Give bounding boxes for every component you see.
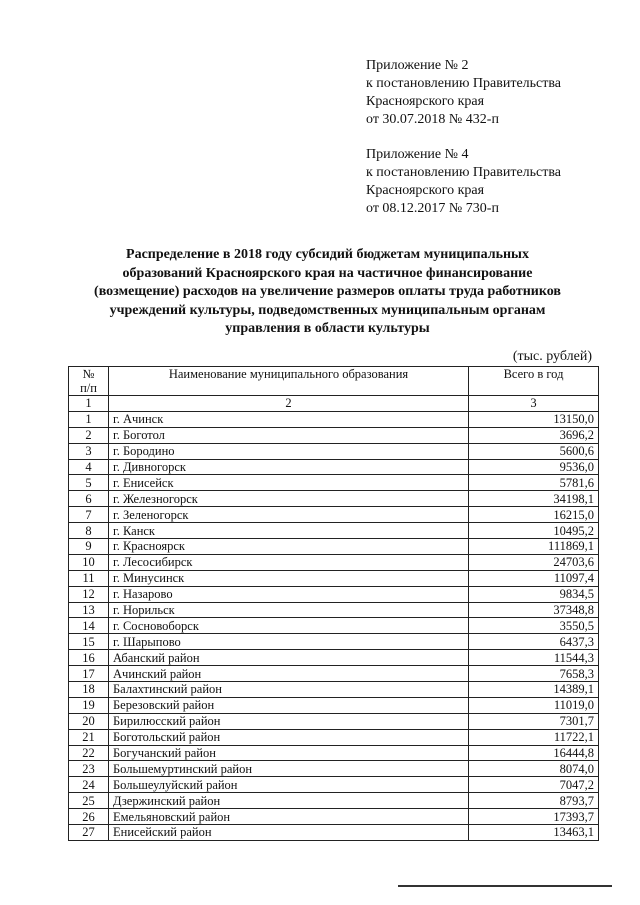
annual-total: 14389,1 bbox=[469, 682, 599, 698]
table-row bbox=[69, 523, 599, 539]
row-number: 22 bbox=[69, 745, 109, 761]
row-number: 3 bbox=[69, 443, 109, 459]
row-number: 5 bbox=[69, 475, 109, 491]
table-row bbox=[69, 427, 599, 443]
column-index: 1 bbox=[69, 396, 109, 412]
units-label: (тыс. рублей) bbox=[512, 349, 592, 364]
appendix-title: Приложение № 2 bbox=[366, 58, 469, 73]
title-line: Распределение в 2018 году субсидий бюджетам муниципальных bbox=[126, 247, 529, 262]
table-row bbox=[69, 491, 599, 507]
table-row bbox=[69, 666, 599, 682]
municipality-name: Большеулуйский район bbox=[109, 777, 469, 793]
annual-total: 17393,7 bbox=[469, 809, 599, 825]
municipality-name: г. Красноярск bbox=[109, 539, 469, 555]
annual-total: 8793,7 bbox=[469, 793, 599, 809]
municipality-name: Емельяновский район bbox=[109, 809, 469, 825]
municipality-name: Балахтинский район bbox=[109, 682, 469, 698]
row-number: 18 bbox=[69, 682, 109, 698]
title-line: образований Красноярского края на частичное финансирование bbox=[122, 265, 533, 281]
row-number: 24 bbox=[69, 777, 109, 793]
municipality-name: г. Ачинск bbox=[109, 411, 469, 427]
annual-total: 11019,0 bbox=[469, 697, 599, 713]
municipality-name: г. Назарово bbox=[109, 586, 469, 602]
table-row bbox=[69, 618, 599, 634]
header-total: Всего в год bbox=[469, 367, 599, 396]
municipality-name: г. Дивногорск bbox=[109, 459, 469, 475]
table-row bbox=[69, 507, 599, 523]
row-number: 14 bbox=[69, 618, 109, 634]
header-number-abbr: п/п bbox=[80, 381, 97, 395]
table-row bbox=[69, 809, 599, 825]
municipality-name: Дзержинский район bbox=[109, 793, 469, 809]
row-number: 8 bbox=[69, 523, 109, 539]
row-number: 10 bbox=[69, 554, 109, 570]
subsidy-table bbox=[68, 366, 599, 841]
appendix-region: Красноярского края bbox=[366, 94, 485, 109]
appendix-resolution-ref: к постановлению Правительства bbox=[366, 165, 562, 180]
annual-total: 16444,8 bbox=[469, 745, 599, 761]
row-number: 4 bbox=[69, 459, 109, 475]
municipality-name: Боготольский район bbox=[109, 729, 469, 745]
annual-total: 10495,2 bbox=[469, 523, 599, 539]
annual-total: 16215,0 bbox=[469, 507, 599, 523]
table-row bbox=[69, 539, 599, 555]
table-row bbox=[69, 697, 599, 713]
row-number: 7 bbox=[69, 507, 109, 523]
row-number: 16 bbox=[69, 650, 109, 666]
table-row bbox=[69, 586, 599, 602]
table-row bbox=[69, 602, 599, 618]
annual-total: 24703,6 bbox=[469, 554, 599, 570]
row-number: 6 bbox=[69, 491, 109, 507]
municipality-name: Березовский район bbox=[109, 697, 469, 713]
annual-total: 11722,1 bbox=[469, 729, 599, 745]
municipality-name: г. Канск bbox=[109, 523, 469, 539]
title-line: (возмещение) расходов на увеличение размеров оплаты труда работников bbox=[94, 284, 561, 299]
table-row bbox=[69, 650, 599, 666]
bottom-divider bbox=[398, 885, 612, 887]
municipality-name: г. Боготол bbox=[109, 427, 469, 443]
table-row bbox=[69, 411, 599, 427]
appendix-resolution-ref: к постановлению Правительства bbox=[366, 76, 562, 91]
municipality-name: Ачинский район bbox=[109, 666, 469, 682]
municipality-name: г. Шарыпово bbox=[109, 634, 469, 650]
table-row bbox=[69, 682, 599, 698]
row-number: 17 bbox=[69, 666, 109, 682]
municipality-name: Богучанский район bbox=[109, 745, 469, 761]
annual-total: 11097,4 bbox=[469, 570, 599, 586]
table-row bbox=[69, 443, 599, 459]
table-row bbox=[69, 475, 599, 491]
table-header-row bbox=[69, 367, 599, 396]
header-number bbox=[69, 367, 109, 396]
municipality-name: г. Минусинск bbox=[109, 570, 469, 586]
annual-total: 5600,6 bbox=[469, 443, 599, 459]
annual-total: 7301,7 bbox=[469, 713, 599, 729]
municipality-name: г. Норильск bbox=[109, 602, 469, 618]
municipality-name: Бирилюсский район bbox=[109, 713, 469, 729]
annual-total: 9536,0 bbox=[469, 459, 599, 475]
row-number: 9 bbox=[69, 539, 109, 555]
row-number: 26 bbox=[69, 809, 109, 825]
annual-total: 37348,8 bbox=[469, 602, 599, 618]
appendix-region: Красноярского края bbox=[366, 183, 485, 198]
annual-total: 6437,3 bbox=[469, 634, 599, 650]
appendix-4-block bbox=[366, 146, 561, 218]
municipality-name: Енисейский район bbox=[109, 825, 469, 841]
table-row bbox=[69, 745, 599, 761]
municipality-name: г. Бородино bbox=[109, 443, 469, 459]
table-row bbox=[69, 713, 599, 729]
table-row bbox=[69, 729, 599, 745]
table-row bbox=[69, 459, 599, 475]
appendix-date-number: от 08.12.2017 № 730-п bbox=[366, 201, 499, 216]
title-line: управления в области культуры bbox=[225, 321, 430, 336]
municipality-name: Большемуртинский район bbox=[109, 761, 469, 777]
municipality-name: Абанский район bbox=[109, 650, 469, 666]
annual-total: 7658,3 bbox=[469, 666, 599, 682]
annual-total: 13150,0 bbox=[469, 411, 599, 427]
annual-total: 8074,0 bbox=[469, 761, 599, 777]
table-row bbox=[69, 825, 599, 841]
header-municipality: Наименование муниципального образования bbox=[109, 367, 469, 396]
table-row bbox=[69, 634, 599, 650]
municipality-name: г. Лесосибирск bbox=[109, 554, 469, 570]
row-number: 25 bbox=[69, 793, 109, 809]
municipality-name: г. Железногорск bbox=[109, 491, 469, 507]
annual-total: 11544,3 bbox=[469, 650, 599, 666]
municipality-name: г. Енисейск bbox=[109, 475, 469, 491]
row-number: 27 bbox=[69, 825, 109, 841]
appendix-title: Приложение № 4 bbox=[366, 147, 469, 162]
appendix-2-block bbox=[366, 57, 561, 129]
row-number: 19 bbox=[69, 697, 109, 713]
table-row bbox=[69, 777, 599, 793]
column-index: 3 bbox=[469, 396, 599, 412]
annual-total: 7047,2 bbox=[469, 777, 599, 793]
row-number: 21 bbox=[69, 729, 109, 745]
table-row bbox=[69, 554, 599, 570]
annual-total: 3550,5 bbox=[469, 618, 599, 634]
appendix-date-number: от 30.07.2018 № 432-п bbox=[366, 112, 499, 127]
row-number: 12 bbox=[69, 586, 109, 602]
row-number: 20 bbox=[69, 713, 109, 729]
table-row bbox=[69, 570, 599, 586]
row-number: 23 bbox=[69, 761, 109, 777]
table-row bbox=[69, 793, 599, 809]
annual-total: 34198,1 bbox=[469, 491, 599, 507]
annual-total: 5781,6 bbox=[469, 475, 599, 491]
title-line: учреждений культуры, подведомственных муниципальным органам bbox=[109, 302, 546, 318]
row-number: 15 bbox=[69, 634, 109, 650]
row-number: 13 bbox=[69, 602, 109, 618]
annual-total: 13463,1 bbox=[469, 825, 599, 841]
annual-total: 111869,1 bbox=[469, 539, 599, 555]
municipality-name: г. Зеленогорск bbox=[109, 507, 469, 523]
annual-total: 9834,5 bbox=[469, 586, 599, 602]
annual-total: 3696,2 bbox=[469, 427, 599, 443]
row-number: 11 bbox=[69, 570, 109, 586]
municipality-name: г. Сосновоборск bbox=[109, 618, 469, 634]
table-row bbox=[69, 761, 599, 777]
column-index-row bbox=[69, 396, 599, 412]
document-title bbox=[60, 246, 595, 339]
header-number-symbol: № bbox=[82, 367, 95, 381]
row-number: 2 bbox=[69, 427, 109, 443]
row-number: 1 bbox=[69, 411, 109, 427]
column-index: 2 bbox=[109, 396, 469, 412]
